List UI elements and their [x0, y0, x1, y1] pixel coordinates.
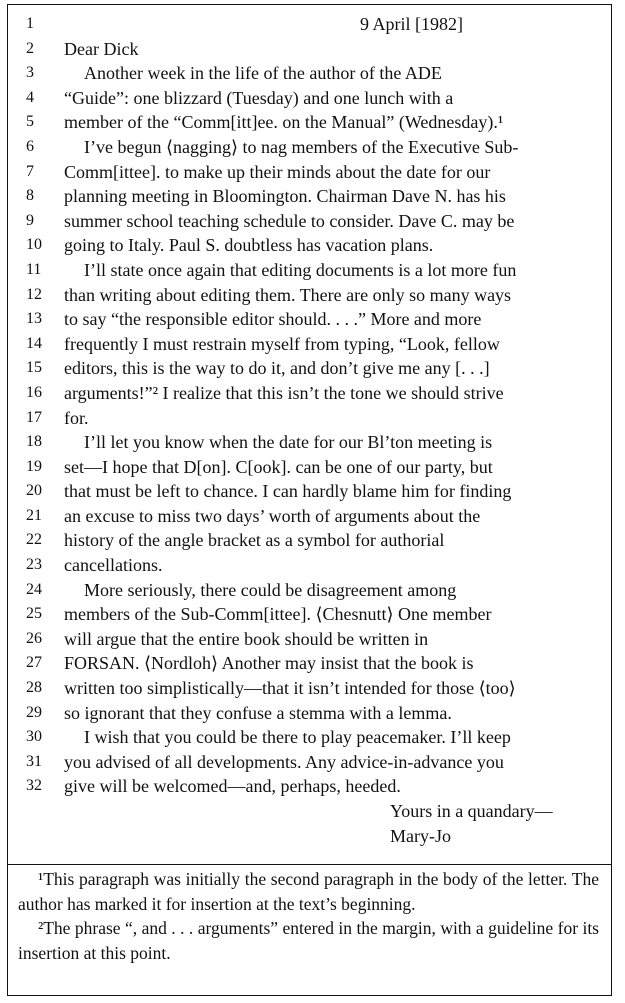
- line-number: 10: [26, 236, 42, 254]
- footnote: ¹This paragraph was initially the second paragraph in the body of the letter. The author has marked it for insertion at the text’s beginning.: [18, 869, 599, 914]
- line-text: that must be left to chance. I can hardly blame him for finding: [64, 481, 512, 502]
- line-number: 20: [26, 482, 42, 500]
- letter-line: [8, 504, 611, 529]
- line-number: 15: [26, 359, 42, 377]
- letter-line: [8, 184, 611, 209]
- line-text: members of the Sub-Comm[ittee]. ⟨Chesnutt⟩ One member: [64, 604, 492, 625]
- letter-line: [8, 283, 611, 308]
- letter-line: [8, 479, 611, 504]
- line-text: give will be welcomed—and, perhaps, heeded.: [64, 776, 401, 797]
- line-text: Comm[ittee]. to make up their minds about the date for our: [64, 161, 491, 182]
- line-number: 14: [26, 334, 42, 352]
- line-number: 22: [26, 531, 42, 549]
- line-number: 21: [26, 506, 42, 524]
- letter-line: [8, 356, 611, 381]
- line-number: 28: [26, 679, 42, 697]
- line-text: than writing about editing them. There are only so many ways: [64, 284, 512, 305]
- closing-line: [8, 799, 611, 824]
- line-text: I’ll let you know when the date for our Bl’ton meeting is: [84, 432, 493, 453]
- line-number: 16: [26, 383, 42, 401]
- letter-line: [8, 455, 611, 480]
- footnotes: [18, 867, 599, 965]
- letter-line: [8, 37, 611, 62]
- closing-line: [8, 824, 611, 849]
- letter-line: [8, 676, 611, 701]
- line-text: FORSAN. ⟨Nordloh⟩ Another may insist that the book is: [64, 653, 474, 674]
- line-text: “Guide”: one blizzard (Tuesday) and one lunch with a: [64, 87, 454, 108]
- letter-line: [8, 651, 611, 676]
- line-number: 6: [26, 137, 34, 155]
- line-number: 19: [26, 457, 42, 475]
- line-number: 31: [26, 752, 42, 770]
- letter-line: [8, 725, 611, 750]
- letter-line: [8, 209, 611, 234]
- letter-line: [8, 135, 611, 160]
- line-text: summer school teaching schedule to consider. Dave C. may be: [64, 210, 515, 231]
- letter-line: [8, 12, 611, 37]
- letter-line: [8, 528, 611, 553]
- line-text: to say “the responsible editor should. . . .” More and more: [64, 309, 482, 330]
- line-text: written too simplistically—that it isn’t intended for those ⟨too⟩: [64, 678, 516, 699]
- letter-body: [8, 12, 611, 848]
- letter-line: [8, 553, 611, 578]
- line-text: set—I hope that D[on]. C[ook]. can be one of our party, but: [64, 456, 493, 477]
- letter-line: [8, 774, 611, 799]
- line-text: so ignorant that they confuse a stemma with a lemma.: [64, 702, 452, 723]
- line-text: an excuse to miss two days’ worth of arguments about the: [64, 505, 481, 526]
- line-text: I wish that you could be there to play peacemaker. I’ll keep: [84, 727, 511, 748]
- letter-line: [8, 602, 611, 627]
- letter-line: [8, 578, 611, 603]
- line-text: will argue that the entire book should be written in: [64, 628, 429, 649]
- letter-line: [8, 233, 611, 258]
- line-number: 4: [26, 88, 34, 106]
- letter-line: [8, 110, 611, 135]
- letter-date: 9 April [1982]: [360, 14, 463, 34]
- line-text: cancellations.: [64, 555, 163, 576]
- line-number: 32: [26, 777, 42, 795]
- signature-name: Mary-Jo: [390, 825, 451, 846]
- letter-line: [8, 61, 611, 86]
- line-text: frequently I must restrain myself from typing, “Look, fellow: [64, 333, 500, 354]
- closing-phrase: Yours in a quandary—: [390, 801, 553, 821]
- letter-line: [8, 406, 611, 431]
- line-number: 3: [26, 64, 34, 82]
- line-text: I’ve begun ⟨nagging⟩ to nag members of the Executive Sub-: [84, 136, 519, 157]
- line-text: More seriously, there could be disagreement among: [84, 579, 457, 600]
- letter-line: [8, 86, 611, 111]
- line-number: 24: [26, 580, 42, 598]
- letter-line: [8, 307, 611, 332]
- line-number: 7: [26, 162, 34, 180]
- line-number: 26: [26, 629, 42, 647]
- line-text: going to Italy. Paul S. doubtless has vacation plans.: [64, 235, 434, 256]
- footnote: ²The phrase “, and . . . arguments” entered in the margin, with a guideline for its insertion at this point.: [18, 918, 599, 963]
- letter-line: [8, 160, 611, 185]
- letter-line: [8, 258, 611, 283]
- line-text: arguments!”² I realize that this isn’t the tone we should strive: [64, 382, 504, 403]
- letter-line: [8, 430, 611, 455]
- line-number: 18: [26, 433, 42, 451]
- line-number: 5: [26, 113, 34, 131]
- line-text: Another week in the life of the author of the ADE: [84, 63, 442, 84]
- line-number: 27: [26, 654, 42, 672]
- letter-line: [8, 627, 611, 652]
- line-text: editors, this is the way to do it, and don’t give me any [. . .]: [64, 358, 490, 379]
- letter-line: [8, 381, 611, 406]
- line-number: 12: [26, 285, 42, 303]
- line-text: history of the angle bracket as a symbol for authorial: [64, 530, 445, 551]
- line-text: member of the “Comm[itt]ee. on the Manual” (Wednesday).¹: [64, 112, 504, 133]
- line-number: 13: [26, 310, 42, 328]
- letter-line: [8, 332, 611, 357]
- line-number: 8: [26, 187, 34, 205]
- line-number: 30: [26, 728, 42, 746]
- line-number: 29: [26, 703, 42, 721]
- line-number: 17: [26, 408, 42, 426]
- line-number: 1: [26, 15, 34, 32]
- footnote-divider: [8, 864, 611, 865]
- line-number: 2: [26, 39, 34, 57]
- line-text: I’ll state once again that editing documents is a lot more fun: [84, 259, 517, 280]
- line-number: 23: [26, 556, 42, 574]
- line-text: you advised of all developments. Any advice-in-advance you: [64, 751, 504, 772]
- line-text: for.: [64, 407, 89, 428]
- document-page: [7, 4, 612, 996]
- letter-line: [8, 701, 611, 726]
- line-number: 25: [26, 605, 42, 623]
- letter-line: [8, 750, 611, 775]
- salutation: Dear Dick: [64, 38, 139, 59]
- line-text: planning meeting in Bloomington. Chairman Dave N. has his: [64, 186, 506, 207]
- line-number: 11: [26, 260, 42, 278]
- line-number: 9: [26, 211, 34, 229]
